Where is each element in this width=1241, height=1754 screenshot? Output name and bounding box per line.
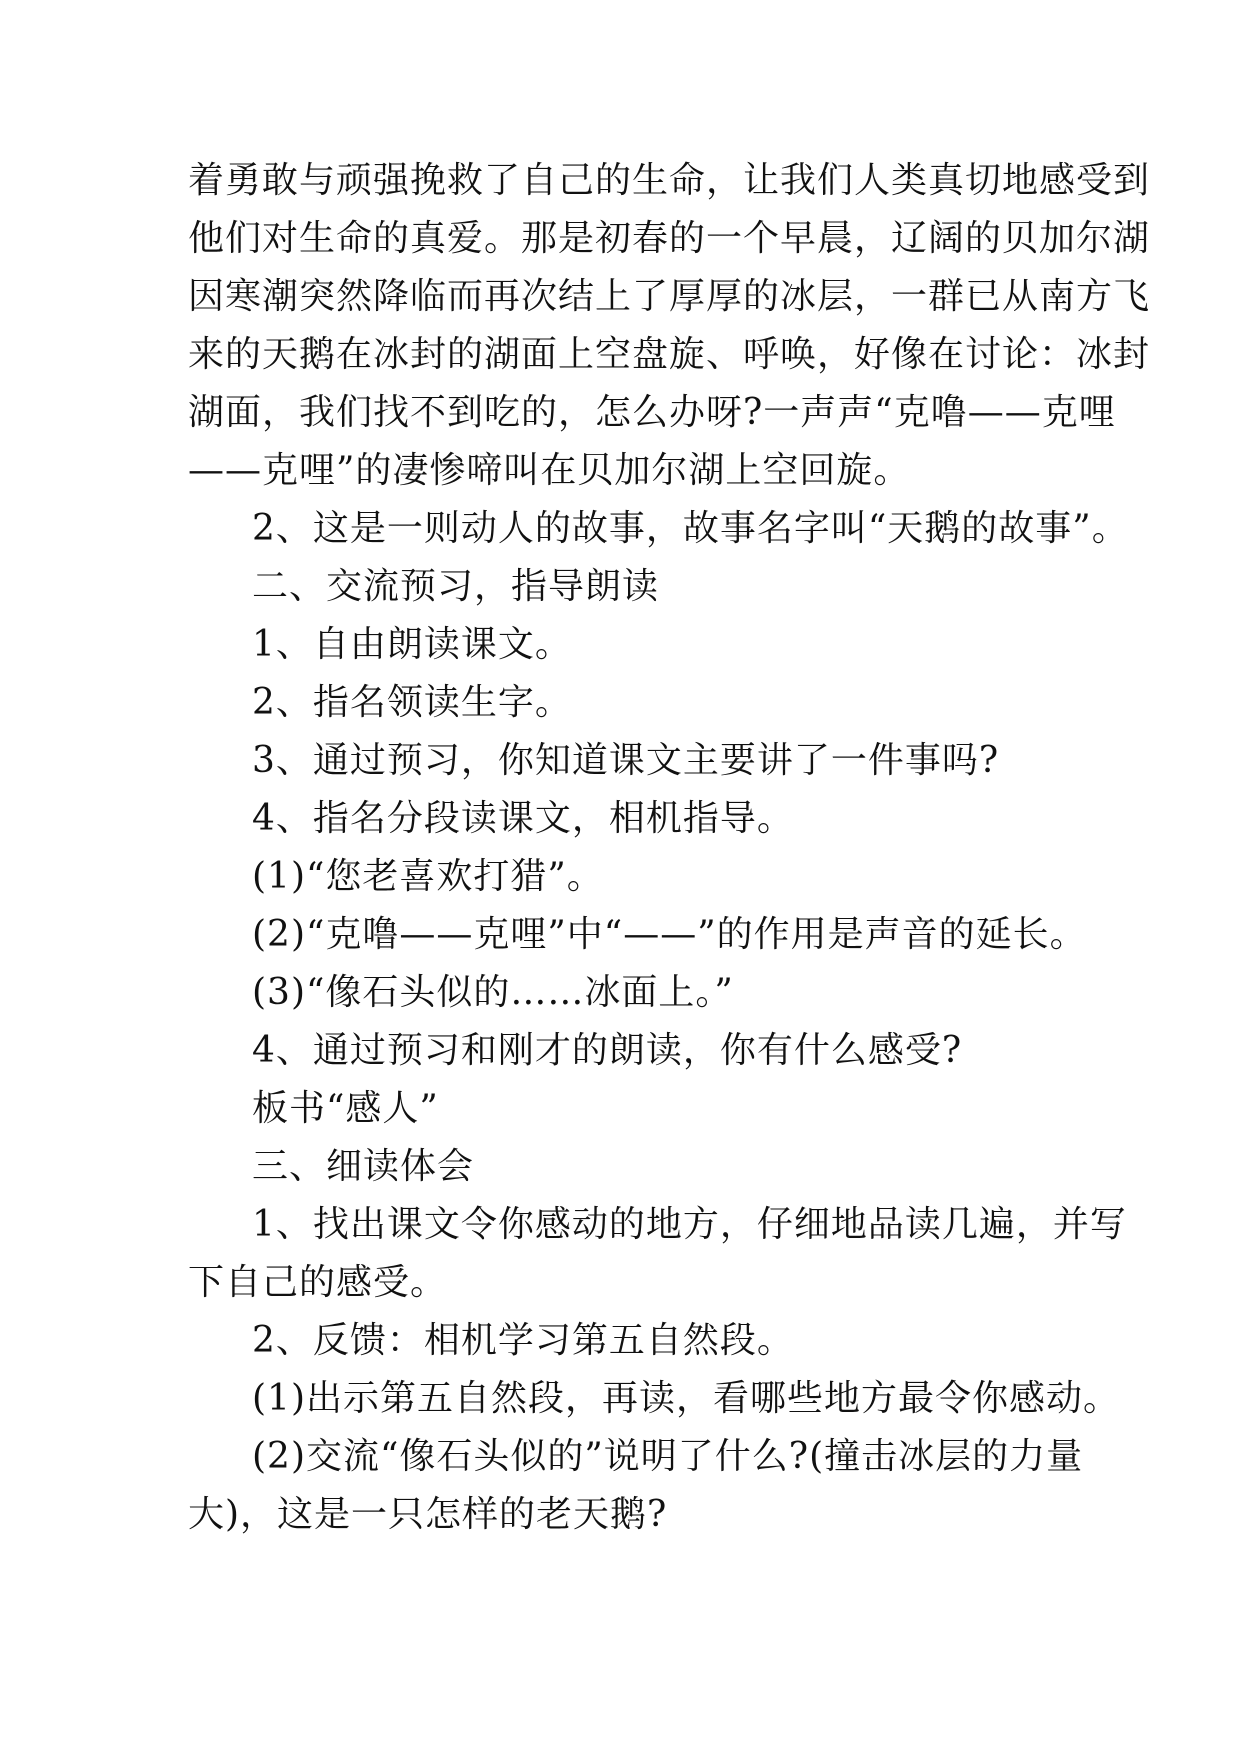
section-heading: 二、交流预习，指导朗读 bbox=[252, 566, 660, 607]
text-line: (3)“像石头似的……冰面上。” bbox=[252, 972, 734, 1013]
text-line: 湖面，我们找不到吃的，怎么办呀?一声声“克噜——克哩 bbox=[188, 392, 1116, 433]
text-line: 他们对生命的真爱。那是初春的一个早晨，辽阔的贝加尔湖 bbox=[188, 218, 1151, 259]
text-line: 4、指名分段读课文，相机指导。 bbox=[252, 798, 794, 839]
text-line: 来的天鹅在冰封的湖面上空盘旋、呼唤，好像在讨论：冰封 bbox=[188, 334, 1151, 375]
text-line: 因寒潮突然降临而再次结上了厚厚的冰层，一群已从南方飞 bbox=[188, 276, 1151, 317]
text-line: (2)交流“像石头似的”说明了什么?(撞击冰层的力量 bbox=[252, 1436, 1084, 1477]
text-line: 1、找出课文令你感动的地方，仔细地品读几遍，并写 bbox=[252, 1204, 1127, 1245]
text-line: 2、指名领读生字。 bbox=[252, 682, 572, 723]
text-line: 着勇敢与顽强挽救了自己的生命，让我们人类真切地感受到 bbox=[188, 160, 1151, 201]
text-line: (1)出示第五自然段，再读，看哪些地方最令你感动。 bbox=[252, 1378, 1120, 1419]
text-line: 2、反馈：相机学习第五自然段。 bbox=[252, 1320, 794, 1361]
text-line: 大)，这是一只怎样的老天鹅? bbox=[188, 1494, 668, 1535]
text-line: 下自己的感受。 bbox=[188, 1262, 448, 1303]
text-line: (2)“克噜——克哩”中“——”的作用是声音的延长。 bbox=[252, 914, 1087, 955]
text-line: 板书“感人” bbox=[252, 1088, 439, 1129]
document-body bbox=[188, 152, 1151, 1544]
text-line: 1、自由朗读课文。 bbox=[252, 624, 572, 665]
text-line: 2、这是一则动人的故事，故事名字叫“天鹅的故事”。 bbox=[252, 508, 1129, 549]
text-line: ——克哩”的凄惨啼叫在贝加尔湖上空回旋。 bbox=[188, 450, 911, 491]
text-line: (1)“您老喜欢打猎”。 bbox=[252, 856, 604, 897]
section-heading: 三、细读体会 bbox=[252, 1146, 475, 1187]
text-line: 3、通过预习，你知道课文主要讲了一件事吗? bbox=[252, 740, 1000, 781]
text-line: 4、通过预习和刚才的朗读，你有什么感受? bbox=[252, 1030, 963, 1071]
